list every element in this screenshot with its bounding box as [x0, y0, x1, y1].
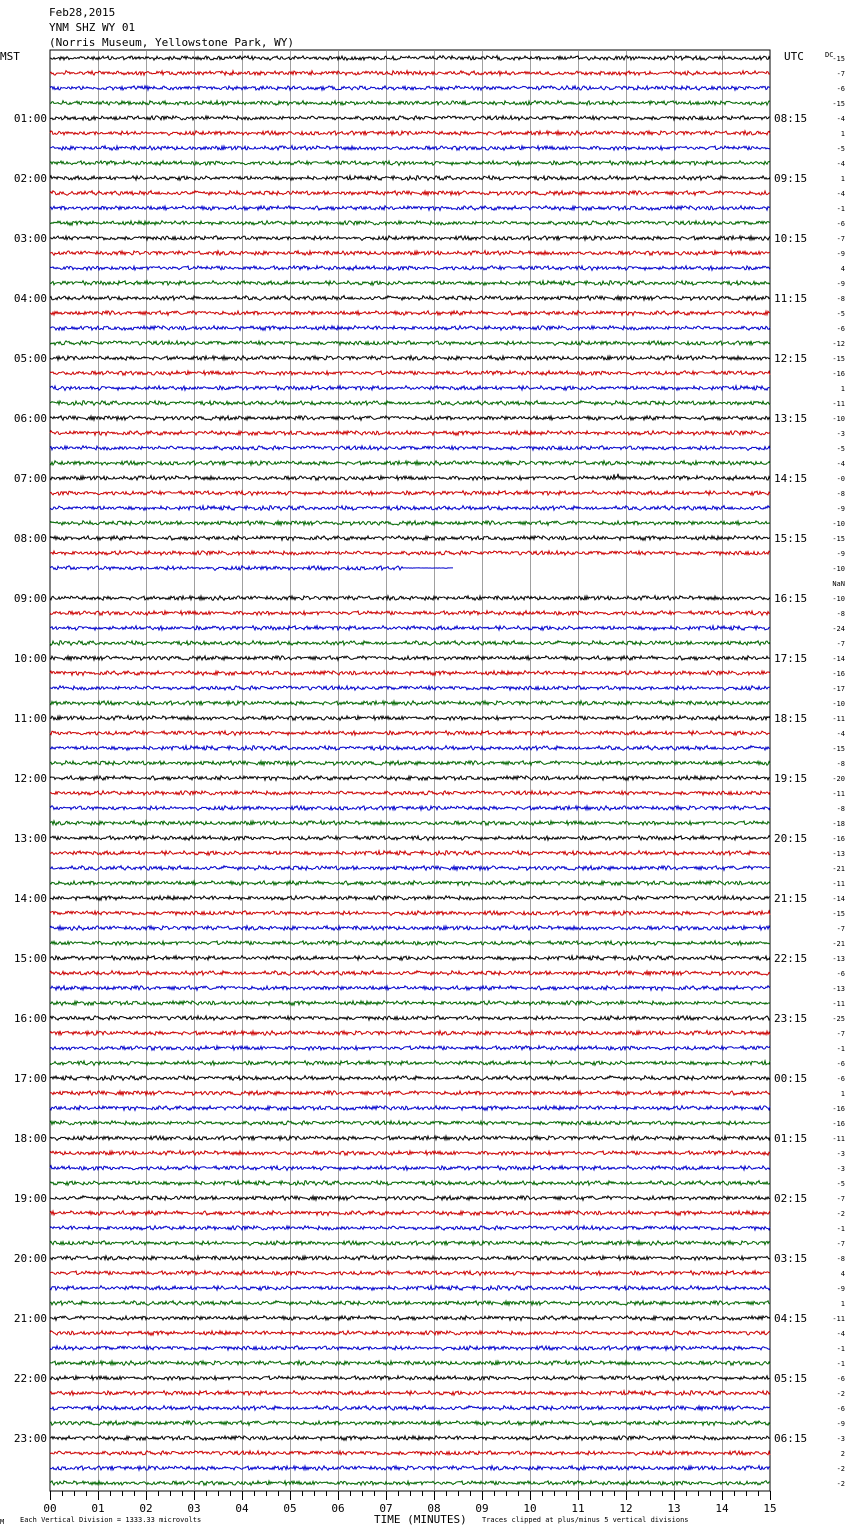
mst-hour-labels [14, 112, 47, 1445]
trace-row [50, 266, 770, 271]
mst-hour-label: 11:00 [13, 712, 47, 725]
x-tick-label: 08 [427, 1502, 441, 1515]
dc-offset-value: -7 [836, 1195, 845, 1203]
dc-offset-value: -9 [836, 550, 845, 558]
x-tick-label: 04 [235, 1502, 249, 1515]
trace-row [50, 881, 770, 886]
dc-offset-value: -15 [832, 910, 845, 918]
x-tick-label: 06 [331, 1502, 345, 1515]
x-tick-label: 01 [91, 1502, 105, 1515]
trace-row [50, 1271, 770, 1276]
trace-row [50, 656, 770, 661]
dc-offset-value: -6 [836, 325, 845, 333]
header-station: YNM SHZ WY 01 [49, 21, 136, 34]
dc-offset-value: 1 [840, 130, 845, 138]
mst-hour-label: 06:00 [13, 412, 47, 425]
dc-offset-value: -6 [836, 1405, 845, 1413]
mst-hour-label: 04:00 [13, 292, 47, 305]
trace-row [50, 1016, 770, 1021]
clip-note: Traces clipped at plus/minus 5 vertical divisions [482, 1516, 689, 1524]
trace-row [50, 1286, 770, 1291]
trace-row [50, 1031, 770, 1036]
trace-row [50, 1136, 770, 1141]
dc-offset-value: -9 [836, 1285, 845, 1293]
dc-offset-value: -3 [836, 1165, 845, 1173]
dc-offset-value: -16 [832, 370, 845, 378]
utc-hour-label: 02:15 [774, 1192, 808, 1205]
utc-hour-label: 06:15 [774, 1432, 808, 1445]
dc-offset-value: -1 [836, 1345, 845, 1353]
dc-offset-value: -16 [832, 835, 845, 843]
dc-offset-value: -5 [836, 445, 845, 453]
trace-row [50, 1181, 770, 1186]
utc-hour-label: 19:15 [774, 772, 808, 785]
trace-row [50, 896, 770, 901]
mst-hour-label: 01:00 [13, 112, 47, 125]
dc-offset-value: -15 [832, 100, 845, 108]
dc-offset-value: -21 [832, 865, 845, 873]
dc-offset-value: -9 [836, 280, 845, 288]
dc-offset-value: -5 [836, 310, 845, 318]
utc-hour-label: 09:15 [774, 172, 808, 185]
trace-row [50, 296, 770, 301]
dc-offset-value: -6 [836, 1060, 845, 1068]
trace-row [50, 311, 770, 316]
dc-offset-value: -11 [832, 1315, 845, 1323]
trace-row [50, 536, 770, 541]
dc-offset-value: -4 [836, 115, 845, 123]
dc-offset-value: 1 [840, 1090, 845, 1098]
dc-offset-value: -16 [832, 1120, 845, 1128]
trace-row [50, 521, 770, 526]
x-tick-label: 10 [523, 1502, 537, 1515]
scale-note: Each Vertical Division = 1333.33 microvolts [20, 1516, 202, 1524]
dc-offset-value: -6 [836, 220, 845, 228]
trace-row [50, 356, 770, 361]
dc-offset-value: -5 [836, 145, 845, 153]
dc-offset-value: -7 [836, 70, 845, 78]
trace-row [50, 1226, 770, 1230]
trace-row [50, 326, 770, 331]
header-date: Feb28,2015 [49, 6, 116, 19]
trace-row [50, 1406, 770, 1411]
utc-hour-label: 11:15 [774, 292, 808, 305]
mst-hour-label: 08:00 [13, 532, 47, 545]
mst-hour-label: 02:00 [13, 172, 47, 185]
utc-hour-label: 16:15 [774, 592, 808, 605]
dc-offset-value: -15 [832, 535, 845, 543]
trace-row [50, 131, 770, 136]
dc-offset-value: -8 [836, 295, 845, 303]
trace-row [50, 776, 770, 781]
trace-row [50, 71, 770, 76]
dc-offset-value: -10 [832, 595, 845, 603]
trace-row [50, 986, 770, 991]
dc-offset-value: -6 [836, 85, 845, 93]
trace-row [50, 926, 770, 931]
trace-row [50, 1346, 770, 1351]
mst-hour-label: 14:00 [13, 892, 47, 905]
trace-row [50, 1211, 770, 1216]
dc-offset-value: -10 [832, 415, 845, 423]
trace-row [50, 401, 770, 406]
trace-row [50, 431, 770, 436]
trace-row [50, 1376, 770, 1381]
trace-row [50, 146, 770, 151]
x-tick-label: 05 [283, 1502, 297, 1515]
x-tick-label: 11 [571, 1502, 585, 1515]
dc-offset-value: 1 [840, 385, 845, 393]
utc-hour-label: 21:15 [774, 892, 808, 905]
dc-offset-column [832, 55, 845, 1488]
dc-offset-value: -7 [836, 640, 845, 648]
utc-hour-label: 04:15 [774, 1312, 808, 1325]
mst-hour-label: 18:00 [13, 1132, 47, 1145]
trace-row [50, 191, 770, 196]
dc-offset-value: -1 [836, 1225, 845, 1233]
trace-row [50, 1106, 770, 1111]
dc-offset-value: -5 [836, 1180, 845, 1188]
x-tick-label: 13 [667, 1502, 681, 1515]
utc-hour-label: 18:15 [774, 712, 808, 725]
trace-row [50, 641, 770, 646]
x-tick-label: 00 [43, 1502, 57, 1515]
trace-row [50, 956, 770, 961]
utc-hour-label: 20:15 [774, 832, 808, 845]
dc-offset-value: -4 [836, 190, 845, 198]
mst-hour-label: 10:00 [13, 652, 47, 665]
dc-offset-value: -9 [836, 250, 845, 258]
header-location: (Norris Museum, Yellowstone Park, WY) [49, 36, 295, 49]
dc-offset-value: -2 [836, 1480, 845, 1488]
mst-hour-label: 19:00 [13, 1192, 47, 1205]
dc-offset-value: -18 [832, 820, 845, 828]
dc-offset-value: -10 [832, 520, 845, 528]
trace-row [50, 236, 770, 241]
mst-hour-label: 09:00 [13, 592, 47, 605]
trace-row [50, 506, 770, 511]
trace-row [50, 1196, 770, 1201]
dc-offset-value: -15 [832, 355, 845, 363]
dc-offset-value: -2 [836, 1465, 845, 1473]
trace-row [50, 731, 770, 736]
dc-offset-value: -15 [832, 55, 845, 63]
utc-zone-label: UTC [784, 50, 804, 63]
utc-hour-label: 03:15 [774, 1252, 808, 1265]
mst-hour-label: 22:00 [13, 1372, 47, 1385]
trace-row [50, 746, 770, 751]
trace-row [50, 1076, 770, 1081]
mst-hour-label: 12:00 [13, 772, 47, 785]
mst-hour-label: 07:00 [13, 472, 47, 485]
trace-row [50, 1391, 770, 1396]
dc-offset-value: 2 [840, 1450, 845, 1458]
dc-offset-value: NaN [832, 580, 845, 588]
dc-offset-value: 1 [840, 175, 845, 183]
dc-offset-value: -8 [836, 490, 845, 498]
trace-row [50, 161, 770, 166]
trace-row [50, 761, 770, 766]
trace-row [50, 86, 770, 91]
dc-offset-value: -0 [836, 475, 845, 483]
x-tick-label: 02 [139, 1502, 153, 1515]
x-axis-title: TIME (MINUTES) [374, 1513, 467, 1526]
dc-offset-value: -21 [832, 940, 845, 948]
dc-offset-value: -24 [832, 625, 845, 633]
trace-row [50, 1316, 770, 1321]
trace-row [50, 971, 770, 976]
trace-row [50, 821, 770, 826]
dc-offset-value: -13 [832, 985, 845, 993]
trace-row [50, 1001, 770, 1006]
trace-row [50, 221, 770, 226]
dc-offset-value: -11 [832, 880, 845, 888]
dc-offset-value: -3 [836, 1435, 845, 1443]
dc-offset-value: -12 [832, 340, 845, 348]
dc-offset-value: -13 [832, 850, 845, 858]
dc-offset-value: -11 [832, 715, 845, 723]
x-tick-label: 03 [187, 1502, 201, 1515]
mst-zone-label: MST [0, 50, 20, 63]
trace-row [50, 281, 770, 286]
dc-offset-value: -4 [836, 160, 845, 168]
utc-hour-label: 23:15 [774, 1012, 808, 1025]
dc-offset-value: -11 [832, 1135, 845, 1143]
utc-hour-label: 10:15 [774, 232, 808, 245]
trace-row [50, 1046, 770, 1050]
dc-offset-value: -10 [832, 700, 845, 708]
trace-row [50, 836, 770, 841]
trace-row [50, 416, 770, 421]
utc-hour-label: 00:15 [774, 1072, 808, 1085]
mst-hour-label: 05:00 [13, 352, 47, 365]
trace-row [50, 1241, 770, 1246]
trace-row [50, 626, 770, 631]
dc-offset-value: -6 [836, 970, 845, 978]
trace-row [50, 446, 770, 451]
dc-offset-value: -25 [832, 1015, 845, 1023]
trace-row [50, 1091, 770, 1096]
trace-row [50, 1451, 770, 1456]
trace-row [50, 866, 770, 871]
utc-hour-labels [774, 112, 807, 1445]
dc-offset-value: -8 [836, 610, 845, 618]
dc-offset-value: -8 [836, 760, 845, 768]
trace-row [50, 1481, 770, 1485]
trace-row [50, 371, 770, 375]
x-tick-label: 15 [763, 1502, 777, 1515]
trace-row [50, 806, 770, 811]
trace-row [50, 791, 770, 795]
dc-offset-value: -16 [832, 670, 845, 678]
mst-hour-label: 03:00 [13, 232, 47, 245]
utc-hour-label: 15:15 [774, 532, 808, 545]
corner-mark: M [0, 1518, 5, 1526]
trace-row [50, 101, 770, 106]
utc-hour-label: 01:15 [774, 1132, 808, 1145]
dc-offset-value: -9 [836, 505, 845, 513]
x-tick-label: 09 [475, 1502, 489, 1515]
dc-header: DC [825, 51, 834, 59]
dc-offset-value: 4 [840, 265, 845, 273]
trace-row [50, 1151, 770, 1156]
dc-offset-value: -1 [836, 1360, 845, 1368]
dc-offset-value: -2 [836, 1210, 845, 1218]
trace-row [50, 206, 770, 211]
trace-row [50, 851, 770, 856]
dc-offset-value: -4 [836, 1330, 845, 1338]
dc-offset-value: -11 [832, 1000, 845, 1008]
dc-offset-value: -4 [836, 460, 845, 468]
trace-row [50, 386, 770, 391]
trace-row [50, 551, 770, 555]
dc-offset-value: -1 [836, 1045, 845, 1053]
mst-hour-label: 23:00 [13, 1432, 47, 1445]
trace-row [50, 474, 770, 480]
dc-offset-value: -6 [836, 1375, 845, 1383]
dc-offset-value: -4 [836, 730, 845, 738]
dc-offset-value: -10 [832, 565, 845, 573]
dc-offset-value: -8 [836, 805, 845, 813]
dc-offset-value: -16 [832, 1105, 845, 1113]
trace-row [50, 596, 770, 601]
dc-offset-value: -3 [836, 1150, 845, 1158]
trace-row [50, 1466, 770, 1471]
dc-offset-value: -11 [832, 400, 845, 408]
trace-row [50, 1361, 770, 1366]
trace-row [50, 941, 770, 946]
trace-row [50, 1061, 770, 1066]
trace-rows [50, 56, 770, 1486]
dc-offset-value: -3 [836, 430, 845, 438]
x-tick-label: 07 [379, 1502, 393, 1515]
trace-row [50, 1121, 770, 1126]
x-axis [43, 1491, 776, 1515]
trace-row [50, 461, 770, 466]
mst-hour-label: 15:00 [13, 952, 47, 965]
dc-offset-value: -6 [836, 1075, 845, 1083]
dc-offset-value: -9 [836, 1420, 845, 1428]
dc-offset-value: -8 [836, 1255, 845, 1263]
utc-hour-label: 05:15 [774, 1372, 808, 1385]
dc-offset-value: -2 [836, 1390, 845, 1398]
dc-offset-value: -15 [832, 745, 845, 753]
trace-row [50, 491, 770, 496]
utc-hour-label: 13:15 [774, 412, 808, 425]
trace-row [50, 716, 770, 721]
trace-row [50, 566, 453, 571]
trace-row [50, 701, 770, 706]
dc-offset-value: -7 [836, 1240, 845, 1248]
trace-row [50, 911, 770, 916]
dc-offset-value: -14 [832, 895, 845, 903]
mst-hour-label: 17:00 [13, 1072, 47, 1085]
utc-hour-label: 22:15 [774, 952, 808, 965]
trace-row [50, 56, 770, 61]
utc-hour-label: 14:15 [774, 472, 808, 485]
x-tick-label: 14 [715, 1502, 729, 1515]
trace-row [50, 116, 770, 121]
dc-offset-value: -7 [836, 925, 845, 933]
x-tick-label: 12 [619, 1502, 633, 1515]
dc-offset-value: 4 [840, 1270, 845, 1278]
dc-offset-value: -11 [832, 790, 845, 798]
utc-hour-label: 08:15 [774, 112, 808, 125]
dc-offset-value: -7 [836, 235, 845, 243]
trace-row [50, 1421, 770, 1426]
trace-row [50, 671, 770, 676]
dc-offset-value: -17 [832, 685, 845, 693]
trace-row [50, 251, 770, 256]
utc-hour-label: 17:15 [774, 652, 808, 665]
trace-row [50, 341, 770, 346]
trace-row [50, 1331, 770, 1336]
mst-hour-label: 20:00 [13, 1252, 47, 1265]
mst-hour-label: 21:00 [13, 1312, 47, 1325]
dc-offset-value: -1 [836, 205, 845, 213]
trace-row [50, 1166, 770, 1171]
trace-row [50, 611, 770, 616]
utc-hour-label: 12:15 [774, 352, 808, 365]
trace-row [50, 1301, 770, 1306]
mst-hour-label: 16:00 [13, 1012, 47, 1025]
mst-hour-label: 13:00 [13, 832, 47, 845]
dc-offset-value: -20 [832, 775, 845, 783]
trace-row [50, 686, 770, 691]
dc-offset-value: -13 [832, 955, 845, 963]
dc-offset-value: 1 [840, 1300, 845, 1308]
trace-row [50, 1436, 770, 1441]
trace-row [50, 1256, 770, 1261]
trace-row [50, 176, 770, 181]
dc-offset-value: -7 [836, 1030, 845, 1038]
dc-offset-value: -14 [832, 655, 845, 663]
